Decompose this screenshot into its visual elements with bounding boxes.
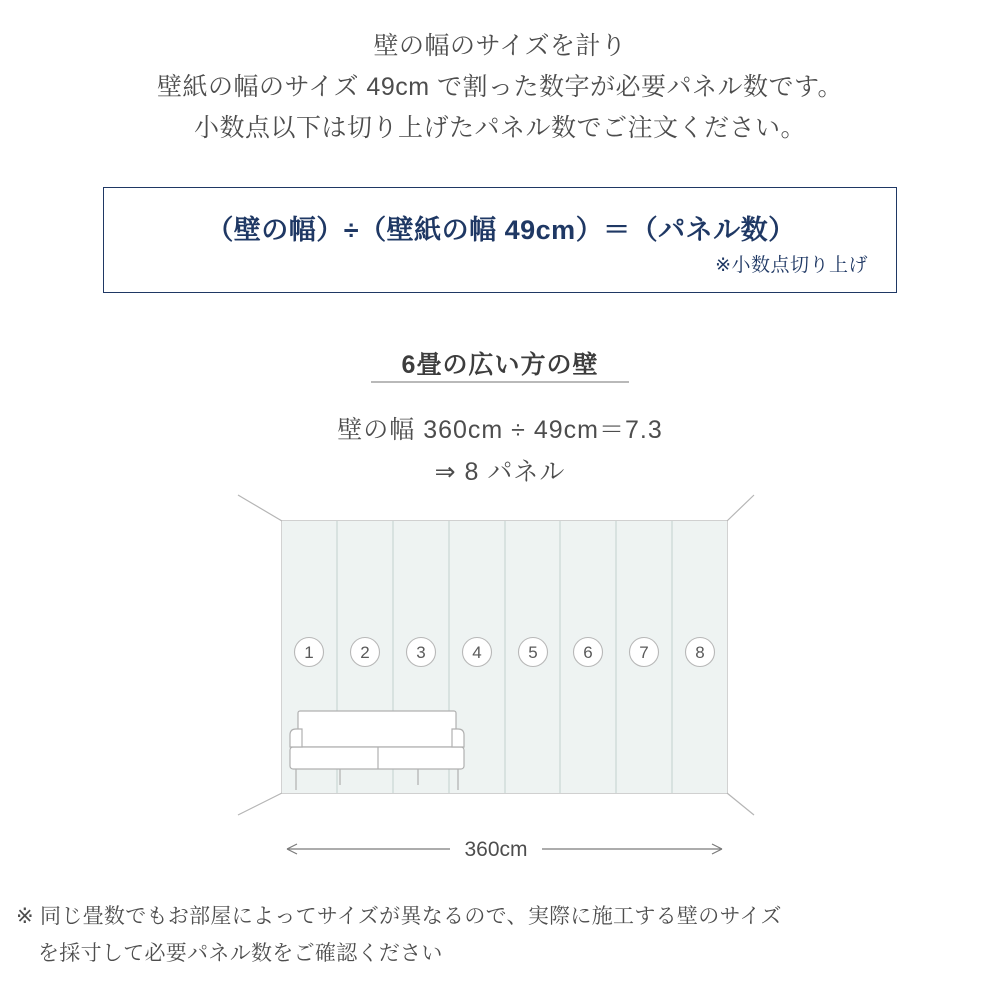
footnote xyxy=(16,898,991,972)
panel-label-7: 7 xyxy=(639,643,649,662)
footnote-line-2: を採寸して必要パネル数をご確認ください xyxy=(38,942,443,965)
footnote-line-1: ※ 同じ畳数でもお部屋によってサイズが異なるので、実際に施工する壁のサイズ xyxy=(16,905,782,928)
panel-number-7 xyxy=(630,638,659,667)
section-title-underline xyxy=(371,381,629,383)
panel-label-2: 2 xyxy=(360,643,370,662)
formula-note: ※小数点切り上げ xyxy=(715,255,868,276)
panel-label-6: 6 xyxy=(583,643,593,662)
calculation-line: 壁の幅 360cm ÷ 49cm＝7.3 xyxy=(337,416,663,444)
intro-line-1: 壁の幅のサイズを計り xyxy=(373,32,627,60)
panel-number-5 xyxy=(519,638,548,667)
panel-label-5: 5 xyxy=(528,643,538,662)
panel-number-6 xyxy=(574,638,603,667)
panel-number-2 xyxy=(351,638,380,667)
section-title: 6畳の広い方の壁 xyxy=(401,351,599,379)
formula-box xyxy=(103,187,897,293)
calculation-result: ⇒ 8 パネル xyxy=(434,458,566,486)
panel-number-3 xyxy=(407,638,436,667)
panel-label-4: 4 xyxy=(472,643,482,662)
width-label: 360cm xyxy=(464,838,528,861)
formula-text: （壁の幅）÷（壁紙の幅 49cm）＝（パネル数） xyxy=(206,215,796,245)
intro-line-3: 小数点以下は切り上げたパネル数でご注文ください。 xyxy=(193,114,806,142)
room-diagram xyxy=(230,485,760,870)
panel-number-8 xyxy=(686,638,715,667)
panel-label-3: 3 xyxy=(416,643,426,662)
panel-label-1: 1 xyxy=(304,643,314,662)
intro-line-2: 壁紙の幅のサイズ 49cm で割った数字が必要パネル数です。 xyxy=(156,73,844,101)
intro-text xyxy=(0,26,1000,149)
panel-number-4 xyxy=(463,638,492,667)
panel-label-8: 8 xyxy=(695,643,705,662)
panel-number-1 xyxy=(295,638,324,667)
